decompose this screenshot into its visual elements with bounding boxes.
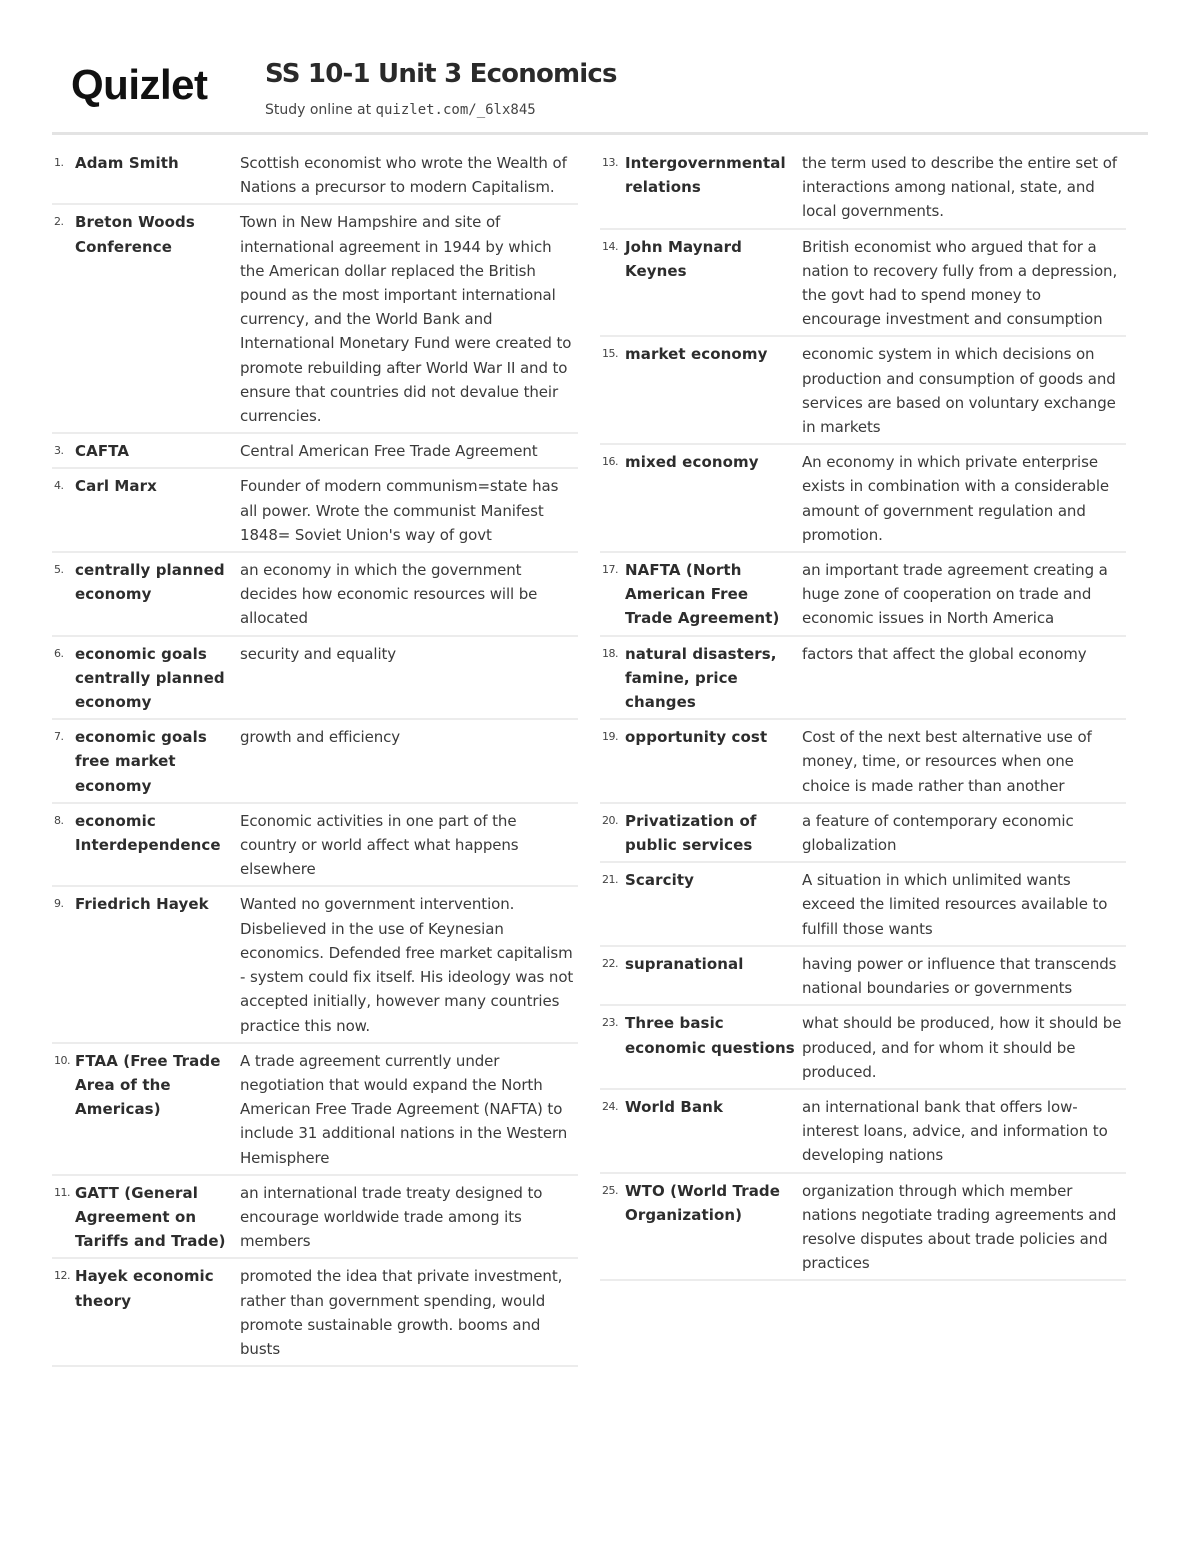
term-definition: an economy in which the government decides how economic resources will be allocated — [240, 561, 538, 628]
term-definition: an international bank that offers low-interest loans, advice, and information to developing nations — [802, 1097, 1108, 1165]
term-label: Hayek economic theory — [75, 1267, 214, 1310]
term-definition: Town in New Hampshire and site of international agreement in 1944 by which the American dollar replaced the British pound as the most important international currency, and the World Bank and International Monetary Fund were created to promote rebuilding after World War II and to ensure that countries did not devalue their currencies. — [240, 213, 572, 426]
term-entry — [52, 720, 578, 804]
term-label: supranational — [625, 954, 744, 973]
term-entry — [52, 1044, 578, 1176]
entry-number: 4. — [54, 479, 64, 493]
entry-number: 2. — [54, 215, 64, 229]
term-label: mixed economy — [625, 453, 759, 472]
entry-number: 18. — [602, 646, 618, 660]
term-entry — [600, 1174, 1126, 1282]
term-label: John Maynard Keynes — [625, 237, 742, 280]
term-entry — [52, 1176, 578, 1260]
term-entry — [600, 720, 1126, 804]
entry-number: 9. — [54, 897, 64, 911]
term-definition: Scottish economist who wrote the Wealth of Nations a precursor to modern Capitalism. — [240, 154, 567, 197]
term-definition: A situation in which unlimited wants exceed the limited resources available to fulfill those wants — [802, 871, 1108, 938]
entry-number: 22. — [602, 956, 618, 970]
term-entry — [600, 553, 1126, 637]
term-entry — [600, 230, 1126, 338]
terms-column-left — [52, 146, 578, 1367]
entry-number: 20. — [602, 813, 618, 827]
term-definition: a feature of contemporary economic globalization — [802, 811, 1074, 855]
term-definition: an important trade agreement creating a huge zone of cooperation on trade and economic issues in North America — [802, 561, 1108, 628]
term-label: natural disasters, famine, price changes — [625, 644, 777, 712]
term-entry — [600, 863, 1126, 947]
term-label: Carl Marx — [75, 477, 157, 496]
entry-number: 14. — [602, 239, 618, 253]
entry-number: 3. — [54, 444, 64, 458]
term-definition: Economic activities in one part of the country or world affect what happens elsewhere — [240, 811, 519, 879]
term-definition: an international trade treaty designed to encourage worldwide trade among its members — [240, 1183, 543, 1251]
entry-number: 5. — [54, 563, 64, 577]
entry-number: 13. — [602, 156, 618, 169]
term-entry — [52, 1259, 578, 1367]
term-definition: the term used to describe the entire set of interactions among national, state, and local governments. — [802, 154, 1117, 221]
term-entry — [52, 205, 578, 434]
term-definition: security and equality — [240, 644, 397, 663]
term-definition: British economist who argued that for a nation to recovery fully from a depression, the govt had to spend money to encourage investment and consumption — [802, 237, 1118, 329]
term-definition: Cost of the next best alternative use of money, time, or resources when one choice is made rather than another — [802, 728, 1092, 795]
term-label: Intergovernmental relations — [625, 154, 786, 197]
entry-number: 25. — [602, 1183, 618, 1197]
term-label: World Bank — [625, 1097, 724, 1116]
entry-number: 7. — [54, 730, 64, 744]
entry-number: 1. — [54, 156, 64, 169]
study-online-line — [265, 102, 536, 118]
entry-number: 17. — [602, 563, 618, 577]
term-definition: Central American Free Trade Agreement — [240, 442, 538, 461]
term-label: market economy — [625, 345, 768, 364]
term-label: Scarcity — [625, 871, 694, 890]
term-label: Three basic economic questions — [625, 1014, 795, 1057]
entry-number: 8. — [54, 813, 64, 827]
term-definition: economic system in which decisions on production and consumption of goods and services are based on voluntary exchange in markets — [802, 345, 1116, 437]
term-definition: Wanted no government intervention. Disbelieved in the use of Keynesian economics. Defended free market capitalism - system could fix itself. His ideology was not accepted initially, however many countries practice this now. — [240, 895, 574, 1035]
term-definition: promoted the idea that private investment, rather than government spending, would promote sustainable growth. booms and busts — [240, 1267, 563, 1358]
term-label: NAFTA (North American Free Trade Agreement) — [625, 561, 780, 628]
term-definition: Founder of modern communism=state has all power. Wrote the communist Manifest 1848= Soviet Union's way of govt — [240, 477, 559, 544]
entry-number: 19. — [602, 730, 618, 744]
quizlet-logo: Quizlet — [71, 61, 208, 108]
term-definition: An economy in which private enterprise exists in combination with a considerable amount of government regulation and promotion. — [802, 453, 1110, 544]
term-entry — [52, 804, 578, 888]
term-label: Privatization of public services — [625, 811, 757, 855]
term-definition: A trade agreement currently under negotiation that would expand the North American Free Trade Agreement (NAFTA) to include 31 additional nations in the Western Hemisphere — [240, 1051, 568, 1167]
term-entry — [600, 947, 1126, 1006]
term-entry — [600, 337, 1126, 445]
term-label: CAFTA — [75, 442, 130, 461]
term-definition: having power or influence that transcends national boundaries or governments — [802, 954, 1117, 998]
term-entry — [600, 637, 1126, 721]
term-entry — [600, 146, 1126, 230]
entry-number: 16. — [602, 455, 618, 469]
term-entry — [52, 553, 578, 637]
entry-number: 15. — [602, 347, 618, 361]
term-label: economic goals free market economy — [75, 728, 207, 795]
entry-number: 6. — [54, 646, 64, 660]
study-url-link[interactable]: quizlet.com/_6lx845 — [375, 102, 536, 118]
study-online-label: Study online at — [265, 102, 376, 118]
term-entry — [600, 445, 1126, 553]
term-label: Friedrich Hayek — [75, 895, 209, 914]
term-label: Breton Woods Conference — [75, 213, 195, 256]
set-title: SS 10-1 Unit 3 Economics — [265, 59, 617, 89]
term-entry — [52, 146, 578, 205]
entry-number: 21. — [602, 873, 618, 887]
term-entry — [52, 637, 578, 721]
term-entry — [52, 434, 578, 469]
term-entry — [600, 1090, 1126, 1174]
term-entry — [600, 1006, 1126, 1090]
term-definition: organization through which member nations negotiate trading agreements and resolve disputes about trade policies and practices — [802, 1181, 1117, 1273]
entry-number: 23. — [602, 1016, 618, 1030]
entry-number: 11. — [54, 1185, 70, 1199]
term-entry — [52, 469, 578, 553]
term-definition: growth and efficiency — [240, 728, 401, 747]
terms-column-right — [600, 146, 1126, 1281]
term-label: economic goals centrally planned economy — [75, 644, 225, 712]
page-header — [52, 56, 1148, 135]
term-label: FTAA (Free Trade Area of the Americas) — [75, 1051, 221, 1119]
entry-number: 10. — [54, 1053, 70, 1067]
term-definition: factors that affect the global economy — [802, 644, 1087, 663]
entry-number: 24. — [602, 1099, 618, 1113]
entry-number: 12. — [54, 1269, 70, 1283]
term-label: WTO (World Trade Organization) — [625, 1181, 781, 1224]
term-definition: what should be produced, how it should be produced, and for whom it should be produced. — [802, 1014, 1122, 1081]
term-entry — [52, 887, 578, 1043]
term-label: opportunity cost — [625, 728, 768, 747]
term-label: economic Interdependence — [75, 811, 221, 855]
term-label: GATT (General Agreement on Tariffs and Trade) — [75, 1183, 226, 1251]
term-label: centrally planned economy — [75, 561, 225, 604]
term-entry — [600, 804, 1126, 863]
term-label: Adam Smith — [75, 154, 179, 172]
